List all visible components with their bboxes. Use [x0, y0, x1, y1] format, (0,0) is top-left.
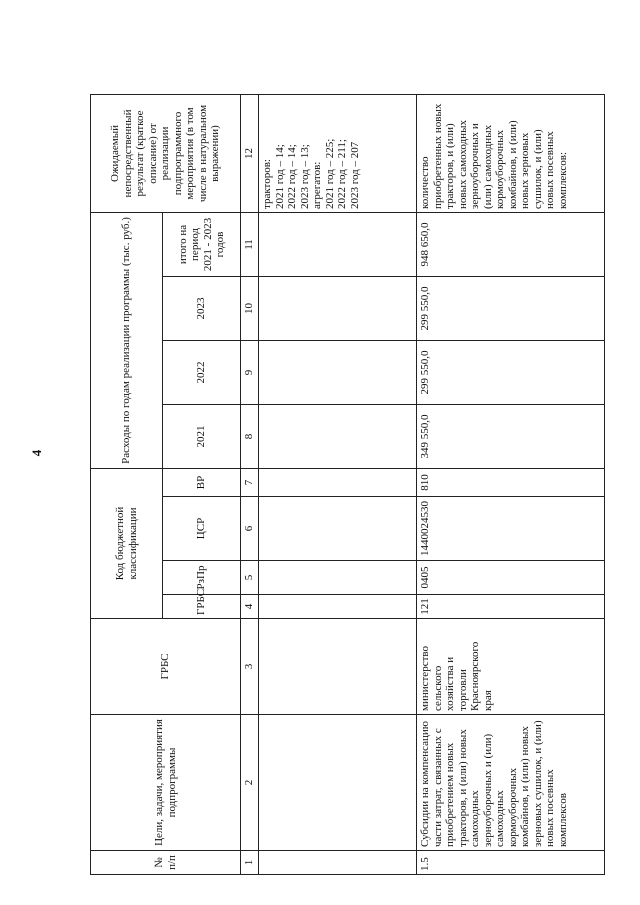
- cell-2023: [259, 276, 417, 340]
- column-number: 9: [241, 340, 259, 404]
- header-total: итого на период 2021 - 2023 годов: [163, 212, 241, 276]
- column-number: 4: [241, 595, 259, 619]
- cell-2023: 299 550,0: [417, 276, 605, 340]
- header-budget-code-group: Код бюджетной классификации: [91, 468, 163, 618]
- column-number: 3: [241, 619, 259, 715]
- table-row: [417, 94, 605, 874]
- header-rzpr: РзПр: [163, 561, 241, 595]
- cell-2022: [259, 340, 417, 404]
- column-number: 8: [241, 404, 259, 468]
- column-number: 1: [241, 851, 259, 875]
- cell-grbs: [259, 619, 417, 715]
- header-goals: Цели, задачи, мероприятия подпрограммы: [91, 715, 241, 851]
- header-row-top: [91, 94, 163, 874]
- column-number: 2: [241, 715, 259, 851]
- column-number: 12: [241, 94, 259, 212]
- header-year-2022: 2022: [163, 340, 241, 404]
- cell-no: [259, 851, 417, 875]
- header-csr: ЦСР: [163, 497, 241, 561]
- page-number: 4: [29, 449, 44, 457]
- cell-rzpr: [259, 561, 417, 595]
- column-number: 7: [241, 468, 259, 496]
- cell-csr: [259, 497, 417, 561]
- cell-grbs-code: [259, 595, 417, 619]
- rotated-table-wrapper: [90, 95, 615, 875]
- header-no: № п/п: [91, 851, 241, 875]
- cell-2021: 349 550,0: [417, 404, 605, 468]
- budget-table: [90, 94, 605, 875]
- table-row: [259, 94, 417, 874]
- header-expenses-group: Расходы по годам реализации программы (тыс. руб.): [91, 212, 163, 468]
- cell-no: 1.5: [417, 851, 605, 875]
- cell-goal: [259, 715, 417, 851]
- cell-expected-result: тракторов: 2021 год – 14; 2022 год – 14; 2023 год – 13; агрегатов: 2021 год – 225; 2022 год – 211; 2023 год – 207: [259, 94, 417, 212]
- cell-total: [259, 212, 417, 276]
- column-number: 11: [241, 212, 259, 276]
- cell-grbs: министерство сельского хозяйства и торговли Красноярского края: [417, 619, 605, 715]
- cell-vr: [259, 468, 417, 496]
- cell-2022: 299 550,0: [417, 340, 605, 404]
- header-vr: ВР: [163, 468, 241, 496]
- cell-total: 948 650,0: [417, 212, 605, 276]
- cell-csr: 1440024530: [417, 497, 605, 561]
- column-number: 6: [241, 497, 259, 561]
- cell-grbs-code: 121: [417, 595, 605, 619]
- cell-vr: 810: [417, 468, 605, 496]
- column-number: 10: [241, 276, 259, 340]
- column-number: 5: [241, 561, 259, 595]
- column-number-row: [241, 94, 259, 874]
- header-year-2023: 2023: [163, 276, 241, 340]
- cell-goal: Субсидии на компенсацию части затрат, связанных с приобретением новых тракторов, и (или) новых самоходных зерноуборочных и (или) самоходных кормоуборочных комбайнов, и (или) новых зерновых сушилок, и (или) новых посевных комплексов: [417, 715, 605, 851]
- header-year-2021: 2021: [163, 404, 241, 468]
- header-grbs-code: ГРБС: [163, 595, 241, 619]
- header-grbs: ГРБС: [91, 619, 241, 715]
- cell-expected-result: количество приобретенных новых тракторов, и (или) новых самоходных зерноуборочных и (или) самоходных кормоуборочных комбайнов, и (или) новых зерновых сушилок, и (или) новых посевных комплексов:: [417, 94, 605, 212]
- cell-rzpr: 0405: [417, 561, 605, 595]
- header-expected-result: Ожидаемый непосредственный результат (краткое описание) от реализации подпрограммного мероприятия (в том числе в натуральном выражении): [91, 94, 241, 212]
- cell-2021: [259, 404, 417, 468]
